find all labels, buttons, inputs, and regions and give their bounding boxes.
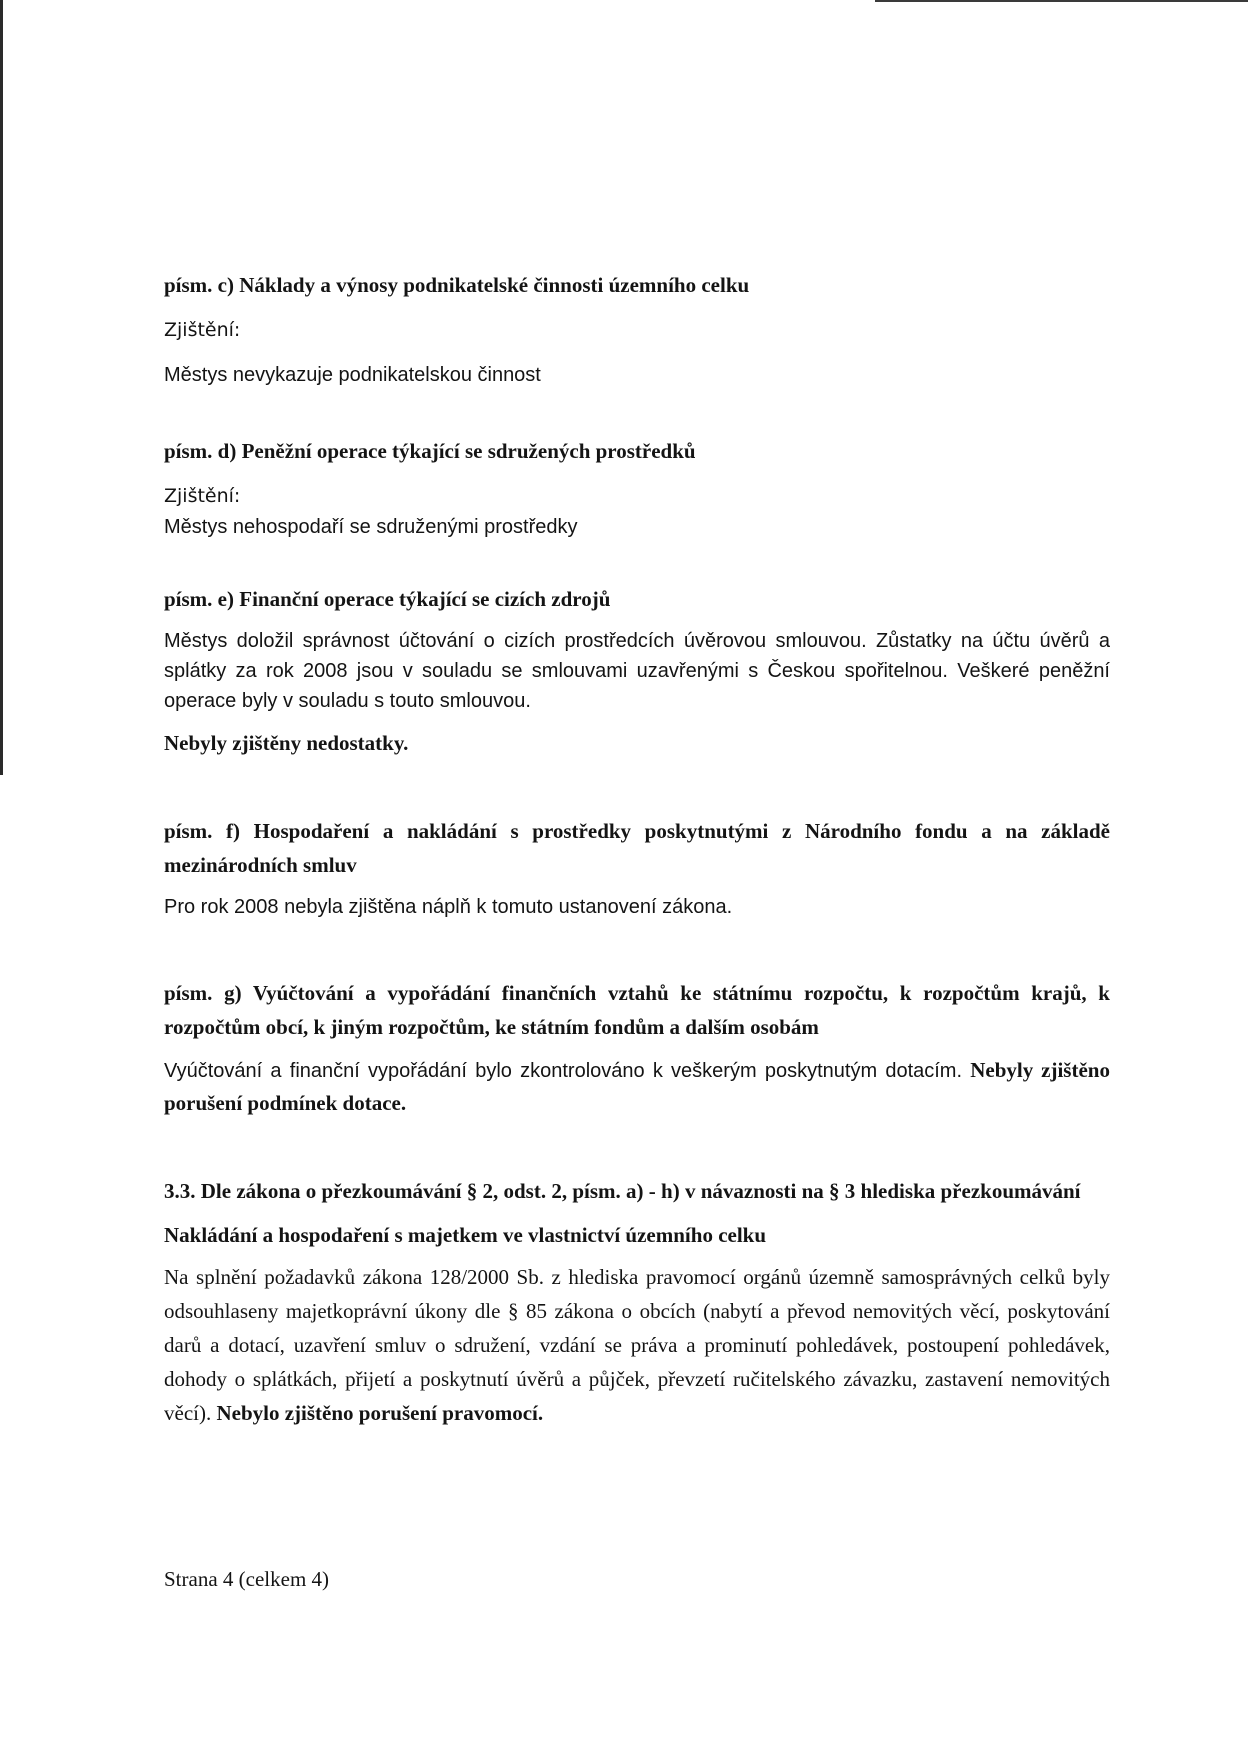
section-d-heading: písm. d) Peněžní operace týkající se sdružených prostředků bbox=[164, 439, 696, 463]
section-d-text: Městys nehospodaří se sdruženými prostředky bbox=[164, 516, 578, 538]
section-g-text: Vyúčtování a finanční vypořádání bylo zkontrolováno k veškerým poskytnutým dotacím. bbox=[164, 1060, 963, 1082]
section-f-text: Pro rok 2008 nebyla zjištěna náplň k tomuto ustanovení zákona. bbox=[164, 896, 733, 918]
section-c-label: Zjištění: bbox=[164, 319, 241, 341]
page-footer: Strana 4 (celkem 4) bbox=[164, 1567, 330, 1591]
scan-edge-left bbox=[0, 0, 3, 775]
section-3-3-text: Na splnění požadavků zákona 128/2000 Sb. z hlediska pravomocí orgánů územně samosprávných celků byly odsouhlaseny majetkoprávní úkony dle § 85 zákona o obcích (nabytí a převod nemovitých věcí, poskytování darů a dotací, uzavření smluv o sdružení, vzdání se práva a prominutí pohledávek, postoupení pohledávek, dohody o splátkách, přijetí a poskytnutí úvěrů a půjček, převzetí ručitelského závazku, zastavení nemovitých věcí). bbox=[164, 1265, 1110, 1425]
section-e-text: Městys doložil správnost účtování o cizích prostředcích úvěrovou smlouvou. Zůstatky na účtu úvěrů a splátky za rok 2008 jsou v souladu se smlouvami uzavřenými s Českou spořitelnou. Veškeré peněžní operace byly v souladu s touto smlouvou. bbox=[164, 630, 1110, 712]
scan-edge-top bbox=[875, 0, 1248, 2]
section-g-heading: písm. g) Vyúčtování a vypořádání finančních vztahů ke státnímu rozpočtu, k rozpočtům krajů, k rozpočtům obcí, k jiným rozpočtům, ke státním fondům a dalším osobám bbox=[164, 981, 1110, 1039]
section-3-3-heading: 3.3. Dle zákona o přezkoumávání § 2, odst. 2, písm. a) - h) v návaznosti na § 3 hlediska přezkoumávání bbox=[164, 1179, 1081, 1203]
section-e-conclusion: Nebyly zjištěny nedostatky. bbox=[164, 731, 409, 755]
section-d-label: Zjištění: bbox=[164, 485, 241, 507]
section-3-3-body bbox=[164, 1260, 1110, 1430]
section-c-text: Městys nevykazuje podnikatelskou činnost bbox=[164, 364, 541, 386]
section-3-3-conclusion: Nebylo zjištěno porušení pravomocí. bbox=[216, 1401, 544, 1425]
section-e-heading: písm. e) Finanční operace týkající se cizích zdrojů bbox=[164, 587, 611, 611]
section-f-heading: písm. f) Hospodaření a nakládání s prostředky poskytnutými z Národního fondu a na základě mezinárodních smluv bbox=[164, 819, 1110, 877]
section-3-3-subheading: Nakládání a hospodaření s majetkem ve vlastnictví územního celku bbox=[164, 1223, 767, 1247]
page-content bbox=[164, 268, 1110, 1430]
section-c-heading: písm. c) Náklady a výnosy podnikatelské činnosti územního celku bbox=[164, 273, 750, 297]
section-g-body bbox=[164, 1054, 1110, 1120]
section-g-conclusion: Nebyly zjištěno porušení podmínek dotace. bbox=[164, 1058, 1110, 1115]
